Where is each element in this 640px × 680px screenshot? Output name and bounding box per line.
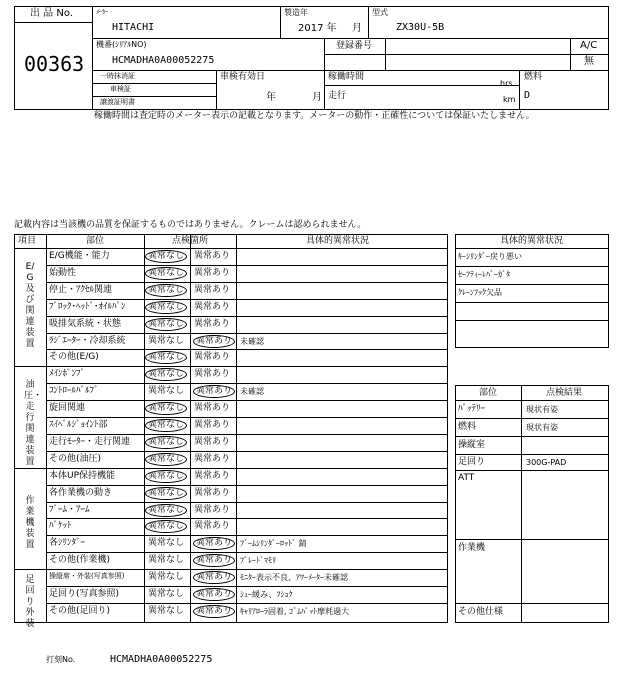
- result-part: 作業機: [458, 543, 486, 553]
- option-abnormal: 異常あり: [194, 437, 231, 447]
- circled-normal: 異常なし: [145, 453, 187, 466]
- hours-label: 稼働時間: [328, 72, 365, 82]
- option-abnormal: 異常あり: [194, 302, 231, 312]
- side-anomaly-item: ｾｰﾌﾃｨｰﾚﾊﾞｰｶﾞﾀ: [458, 270, 510, 279]
- option-abnormal: 異常あり: [194, 268, 231, 278]
- column-item-header: 項目: [18, 236, 37, 246]
- column-part-header: 部位: [86, 236, 105, 246]
- row-anomaly: ｼｭｰ緩み、ﾌｼｮｸ: [240, 590, 293, 599]
- circled-abnormal: 異常あり: [193, 605, 235, 618]
- option-abnormal: 異常あり: [194, 454, 231, 464]
- option-abnormal: 異常あり: [194, 488, 231, 498]
- hours-unit: hrs: [500, 79, 513, 88]
- disclaimer: 記載内容は当該機の品質を保証するものではありません。クレームは認められません。: [14, 220, 367, 230]
- option-abnormal: 異常あり: [194, 319, 231, 329]
- row-anomaly: ｷｬﾘｱﾛｰﾗ固着, ｺﾞﾑﾊﾟｯﾄ摩耗過大: [240, 607, 350, 616]
- option-abnormal: 異常あり: [194, 251, 231, 261]
- circled-normal: 異常なし: [145, 351, 187, 364]
- circled-normal: 異常なし: [145, 368, 187, 381]
- stamp-label: 打刻No.: [46, 655, 76, 664]
- circled-normal: 異常なし: [145, 402, 187, 415]
- result-part: 足回り: [458, 457, 486, 467]
- circled-normal: 異常なし: [145, 419, 187, 432]
- option-normal: 異常なし: [148, 606, 185, 616]
- option-abnormal: 異常あり: [194, 403, 231, 413]
- option-abnormal: 異常あり: [194, 471, 231, 481]
- option-abnormal: 異常あり: [194, 420, 231, 430]
- option-abnormal: 異常あり: [194, 505, 231, 515]
- group-label-hydraulic: 油圧・走行関連装置: [24, 380, 43, 467]
- serial-label: 機番(ｼﾘｱﾙNO): [96, 40, 147, 49]
- row-part: ﾗｼﾞｴｰﾀｰ・冷却系統: [49, 336, 126, 346]
- result-part: 操縦室: [458, 440, 486, 450]
- row-part: 各作業機の動き: [49, 488, 113, 498]
- row-part: 足回り(写真参照): [49, 589, 120, 599]
- year-value: 2017 年: [298, 23, 337, 34]
- lot-number: 00363: [24, 52, 85, 76]
- circled-normal: 異常なし: [145, 504, 187, 517]
- result-part: ﾊﾞｯﾃﾘｰ: [458, 404, 486, 414]
- inspection-expiry-label: 車検有効日: [220, 72, 266, 82]
- travel-label: 走行: [328, 91, 347, 101]
- option-abnormal: 異常あり: [194, 352, 231, 362]
- side-anomaly-item: ｷｰｼﾘﾝﾀﾞｰ戻り悪い: [458, 252, 522, 261]
- option-normal: 異常なし: [148, 555, 185, 565]
- travel-unit: km: [503, 95, 516, 104]
- results-part-header: 部位: [479, 388, 498, 398]
- circled-normal: 異常なし: [145, 267, 187, 280]
- row-part: ﾒｲﾝﾎﾟﾝﾌﾟ: [49, 369, 86, 379]
- option-normal: 異常なし: [148, 336, 185, 346]
- result-value: 現状有姿: [526, 405, 558, 414]
- hours-note: 稼働時間は査定時のメーター表示の記載となります。メーターの動作・正確性については保証いたしません。: [94, 111, 535, 121]
- column-inspection-header: 点検箇所: [172, 236, 209, 246]
- side-anomaly-item: ｸﾚｰﾝﾌｯｸ欠品: [458, 288, 502, 297]
- ac-value: 無: [584, 56, 594, 67]
- group-label-engine: E/G及び関連装置: [25, 262, 35, 349]
- row-part: 走行ﾓｰﾀｰ・走行関連: [49, 437, 131, 447]
- model-label: 型式: [372, 8, 388, 17]
- ac-label: A/C: [580, 40, 598, 51]
- circled-normal: 異常なし: [145, 487, 187, 500]
- result-part: ATT: [458, 473, 475, 483]
- circled-abnormal: 異常あり: [193, 335, 235, 348]
- circled-abnormal: 異常あり: [193, 571, 235, 584]
- option-abnormal: 異常あり: [194, 521, 231, 531]
- inspection-cert-label: 車検証: [110, 85, 131, 93]
- circled-normal: 異常なし: [145, 301, 187, 314]
- group-label-work-equipment: 作業機装置: [25, 496, 35, 550]
- circled-abnormal: 異常あり: [193, 385, 235, 398]
- option-abnormal: 異常あり: [194, 285, 231, 295]
- row-part: その他(油圧): [49, 454, 102, 464]
- month-unit: 月: [352, 23, 362, 34]
- result-value: 300G-PAD: [526, 458, 567, 467]
- circled-abnormal: 異常あり: [193, 588, 235, 601]
- column-anomaly-header: 具体的異常状況: [306, 236, 370, 246]
- row-part: ﾌﾞｰﾑ・ｱｰﾑ: [49, 505, 90, 515]
- maker-value: HITACHI: [112, 22, 155, 33]
- option-normal: 異常なし: [148, 386, 185, 396]
- group-label-undercarriage: 足回り外装: [25, 575, 35, 629]
- transfer-cert-label: 譲渡証明書: [100, 98, 135, 106]
- row-part: 操縦席・外装(写真参照): [49, 572, 125, 580]
- row-anomaly: ﾌﾞｰﾑｼﾘﾝﾀﾞｰﾛｯﾄﾞ 錆: [240, 539, 307, 548]
- circled-abnormal: 異常あり: [193, 537, 235, 550]
- circled-normal: 異常なし: [145, 470, 187, 483]
- option-normal: 異常なし: [148, 589, 185, 599]
- result-part: 燃料: [458, 422, 477, 432]
- option-normal: 異常なし: [148, 572, 185, 582]
- circled-normal: 異常なし: [145, 318, 187, 331]
- circled-normal: 異常なし: [145, 250, 187, 263]
- lot-number-label: 出 品 No.: [30, 8, 73, 19]
- row-part: 始動性: [49, 268, 77, 278]
- row-part: 旋回関連: [49, 403, 86, 413]
- row-anomaly: 未確認: [240, 387, 264, 396]
- side-anomaly-header: 具体的異常状況: [500, 236, 564, 246]
- inspection-year-unit: 年: [266, 92, 276, 103]
- row-part: E/G機能・能力: [49, 251, 110, 261]
- serial-value: HCMADHA0A00052275: [112, 55, 215, 66]
- circled-abnormal: 異常あり: [193, 554, 235, 567]
- row-part: ﾊﾞｹｯﾄ: [49, 521, 72, 531]
- year-label: 製造年: [284, 8, 308, 17]
- circled-normal: 異常なし: [145, 284, 187, 297]
- row-part: 本体UP保持機能: [49, 471, 116, 481]
- fuel-value: D: [524, 90, 531, 101]
- row-part: その他(作業機): [49, 555, 111, 565]
- fuel-label: 燃料: [524, 72, 543, 82]
- option-normal: 異常なし: [148, 538, 185, 548]
- inspection-month-unit: 月: [312, 92, 322, 103]
- row-anomaly: ﾓﾆﾀｰ表示不良、ｱﾜｰﾒｰﾀｰ未確認: [240, 573, 348, 582]
- row-part: ﾌﾞﾛｯｸ･ﾍｯﾄﾞ･ｵｲﾙﾊﾟﾝ: [49, 302, 126, 312]
- result-value: 現状有姿: [526, 423, 558, 432]
- row-anomaly: 未確認: [240, 337, 264, 346]
- option-abnormal: 異常あり: [194, 369, 231, 379]
- row-part: ｽｲﾍﾞﾙｼﾞｮｲﾝﾄ部: [49, 420, 108, 430]
- circled-normal: 異常なし: [145, 520, 187, 533]
- registration-label: 登録番号: [336, 41, 373, 51]
- maker-label: ﾒｰｶｰ: [96, 9, 109, 16]
- model-value: ZX30U-5B: [396, 22, 445, 33]
- circled-normal: 異常なし: [145, 436, 187, 449]
- row-part: ｺﾝﾄﾛｰﾙﾊﾞﾙﾌﾞ: [49, 386, 99, 396]
- row-part: その他(E/G): [49, 352, 99, 362]
- row-part: その他(足回り): [49, 606, 111, 616]
- stamp-value: HCMADHA0A00052275: [110, 654, 213, 665]
- row-anomaly: ﾌﾞﾚｰﾄﾞﾏﾓﾘ: [240, 556, 276, 565]
- results-result-header: 点検結果: [546, 388, 583, 398]
- result-part: その他仕様: [458, 607, 504, 617]
- row-part: 吸排気系統・状態: [49, 319, 122, 329]
- temp-permit-label: 一時抹消証: [100, 72, 135, 80]
- row-part: 停止・ｱｸｾﾙ関連: [49, 285, 113, 295]
- row-part: 各ｼﾘﾝﾀﾞｰ: [49, 538, 86, 548]
